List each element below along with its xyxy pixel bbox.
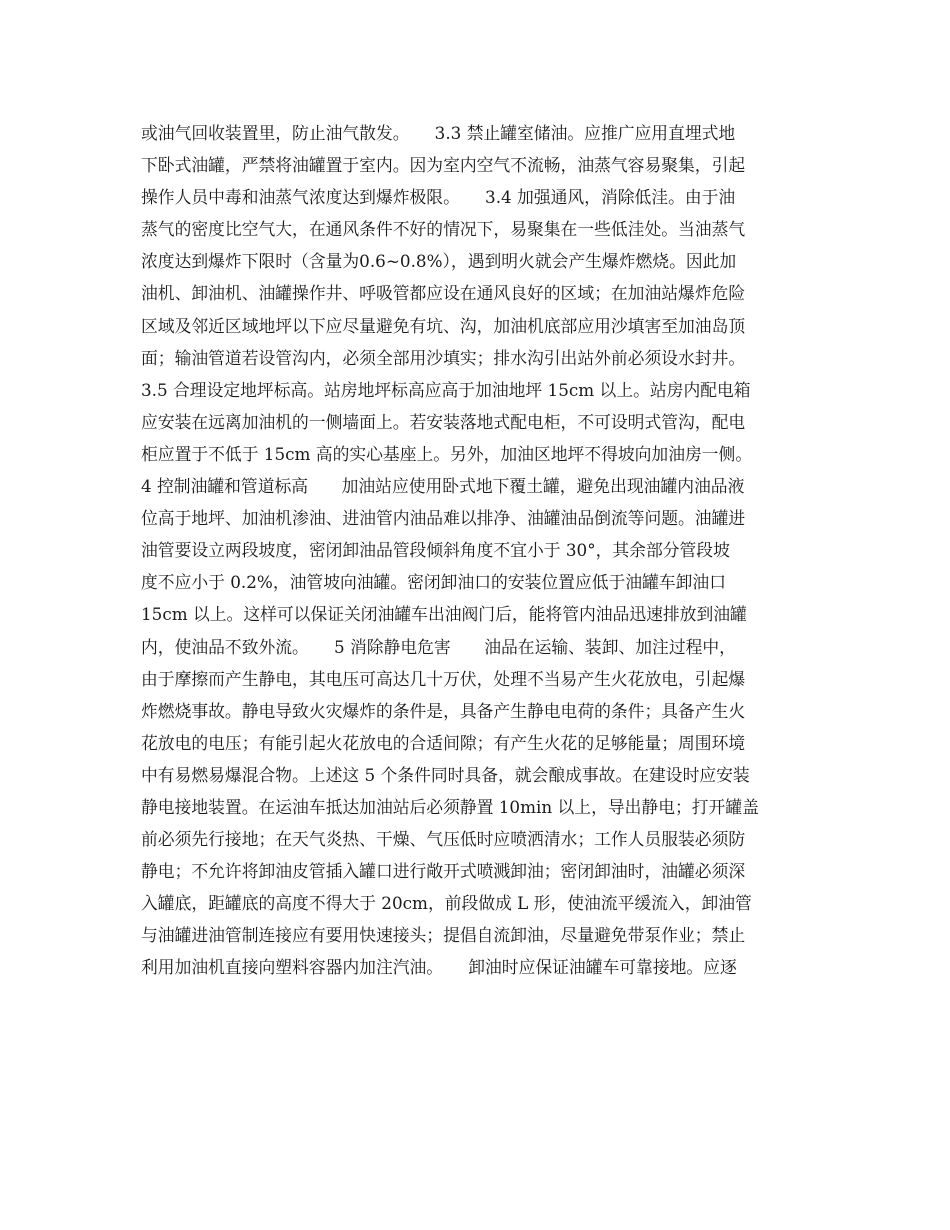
- text-line: 入罐底，距罐底的高度不得大于 20cm，前段做成 L 形，使油流平缓流入，卸油管: [141, 893, 752, 914]
- text-line: 或油气回收装置里，防止油气散发。 3.3 禁止罐室储油。应推广应用直埋式地: [141, 123, 736, 143]
- text-line: 4 控制油罐和管道标高 加油站应使用卧式地下覆土罐，避免出现油罐内油品液: [141, 476, 745, 497]
- text-line: 区域及邻近区域地坪以下应尽量避免有坑、沟，加油机底部应用沙填害至加油岛顶: [141, 315, 746, 336]
- text-line: 蒸气的密度比空气大，在通风条件不好的情况下，易聚集在一些低洼处。当油蒸气: [141, 219, 746, 240]
- text-line: 15cm 以上。这样可以保证关闭油罐车出油阀门后，能将管内油品迅速排放到油罐: [141, 604, 747, 625]
- text-line: 油机、卸油机、油罐操作井、呼吸管都应设在通风良好的区域；在加油站爆炸危险: [141, 283, 746, 304]
- body-text: [141, 117, 813, 984]
- text-line: 下卧式油罐，严禁将油罐置于室内。因为室内空气不流畅，油蒸气容易聚集，引起: [141, 155, 746, 176]
- text-line: 炸燃烧事故。静电导致火灾爆炸的条件是，具备产生静电电荷的条件；具备产生火: [141, 700, 746, 721]
- text-line: 度不应小于 0.2%，油管坡向油罐。密闭卸油口的安装位置应低于油罐车卸油口: [141, 572, 726, 593]
- text-line: 操作人员中毒和油蒸气浓度达到爆炸极限。 3.4 加强通风，消除低洼。由于油: [141, 187, 736, 208]
- text-line: 与油罐进油管制连接应有要用快速接头；提倡自流卸油，尽量避免带泵作业；禁止: [141, 925, 746, 946]
- text-line: 花放电的电压；有能引起火花放电的合适间隙；有产生火花的足够能量；周围环境: [141, 732, 746, 753]
- text-line: 中有易燃易爆混合物。上述这 5 个条件同时具备，就会酿成事故。在建设时应安装: [141, 764, 750, 785]
- text-line: 3.5 合理设定地坪标高。站房地坪标高应高于加油地坪 15cm 以上。站房内配电箱: [141, 379, 751, 400]
- text-line: 柜应置于不低于 15cm 高的实心基座上。另外，加油区地坪不得坡向加油房一侧。: [141, 443, 753, 464]
- text-line: 位高于地坪、加油机渗油、进油管内油品难以排净、油罐油品倒流等问题。油罐进: [141, 508, 746, 529]
- text-line: 面；输油管道若设管沟内，必须全部用沙填实；排水沟引出站外前必须设水封井。: [141, 347, 746, 368]
- text-line: 内，使油品不致外流。 5 消除静电危害 油品在运输、装卸、加注过程中，: [141, 636, 736, 657]
- text-line: 静电接地装置。在运油车抵达加油站后必须静置 10min 以上，导出静电；打开罐盖: [141, 796, 759, 817]
- text-line: 前必须先行接地；在天气炎热、干燥、气压低时应喷洒清水；工作人员服装必须防: [141, 829, 746, 850]
- text-line: 由于摩擦而产生静电，其电压可高达几十万伏，处理不当易产生火花放电，引起爆: [141, 668, 746, 689]
- text-line: 利用加油机直接向塑料容器内加注汽油。 卸油时应保证油罐车可靠接地。应逐: [141, 957, 737, 978]
- text-line: 浓度达到爆炸下限时（含量为0.6~0.8%），遇到明火就会产生爆炸燃烧。因此加: [141, 251, 737, 272]
- text-line: 油管要设立两段坡度，密闭卸油品管段倾斜角度不宜小于 30°，其余部分管段坡: [141, 540, 730, 561]
- text-line: 应安装在远离加油机的一侧墙面上。若安装落地式配电柜，不可设明式管沟，配电: [141, 411, 746, 432]
- text-line: 静电；不允许将卸油皮管插入罐口进行敞开式喷溅卸油；密闭卸油时，油罐必须深: [141, 861, 746, 882]
